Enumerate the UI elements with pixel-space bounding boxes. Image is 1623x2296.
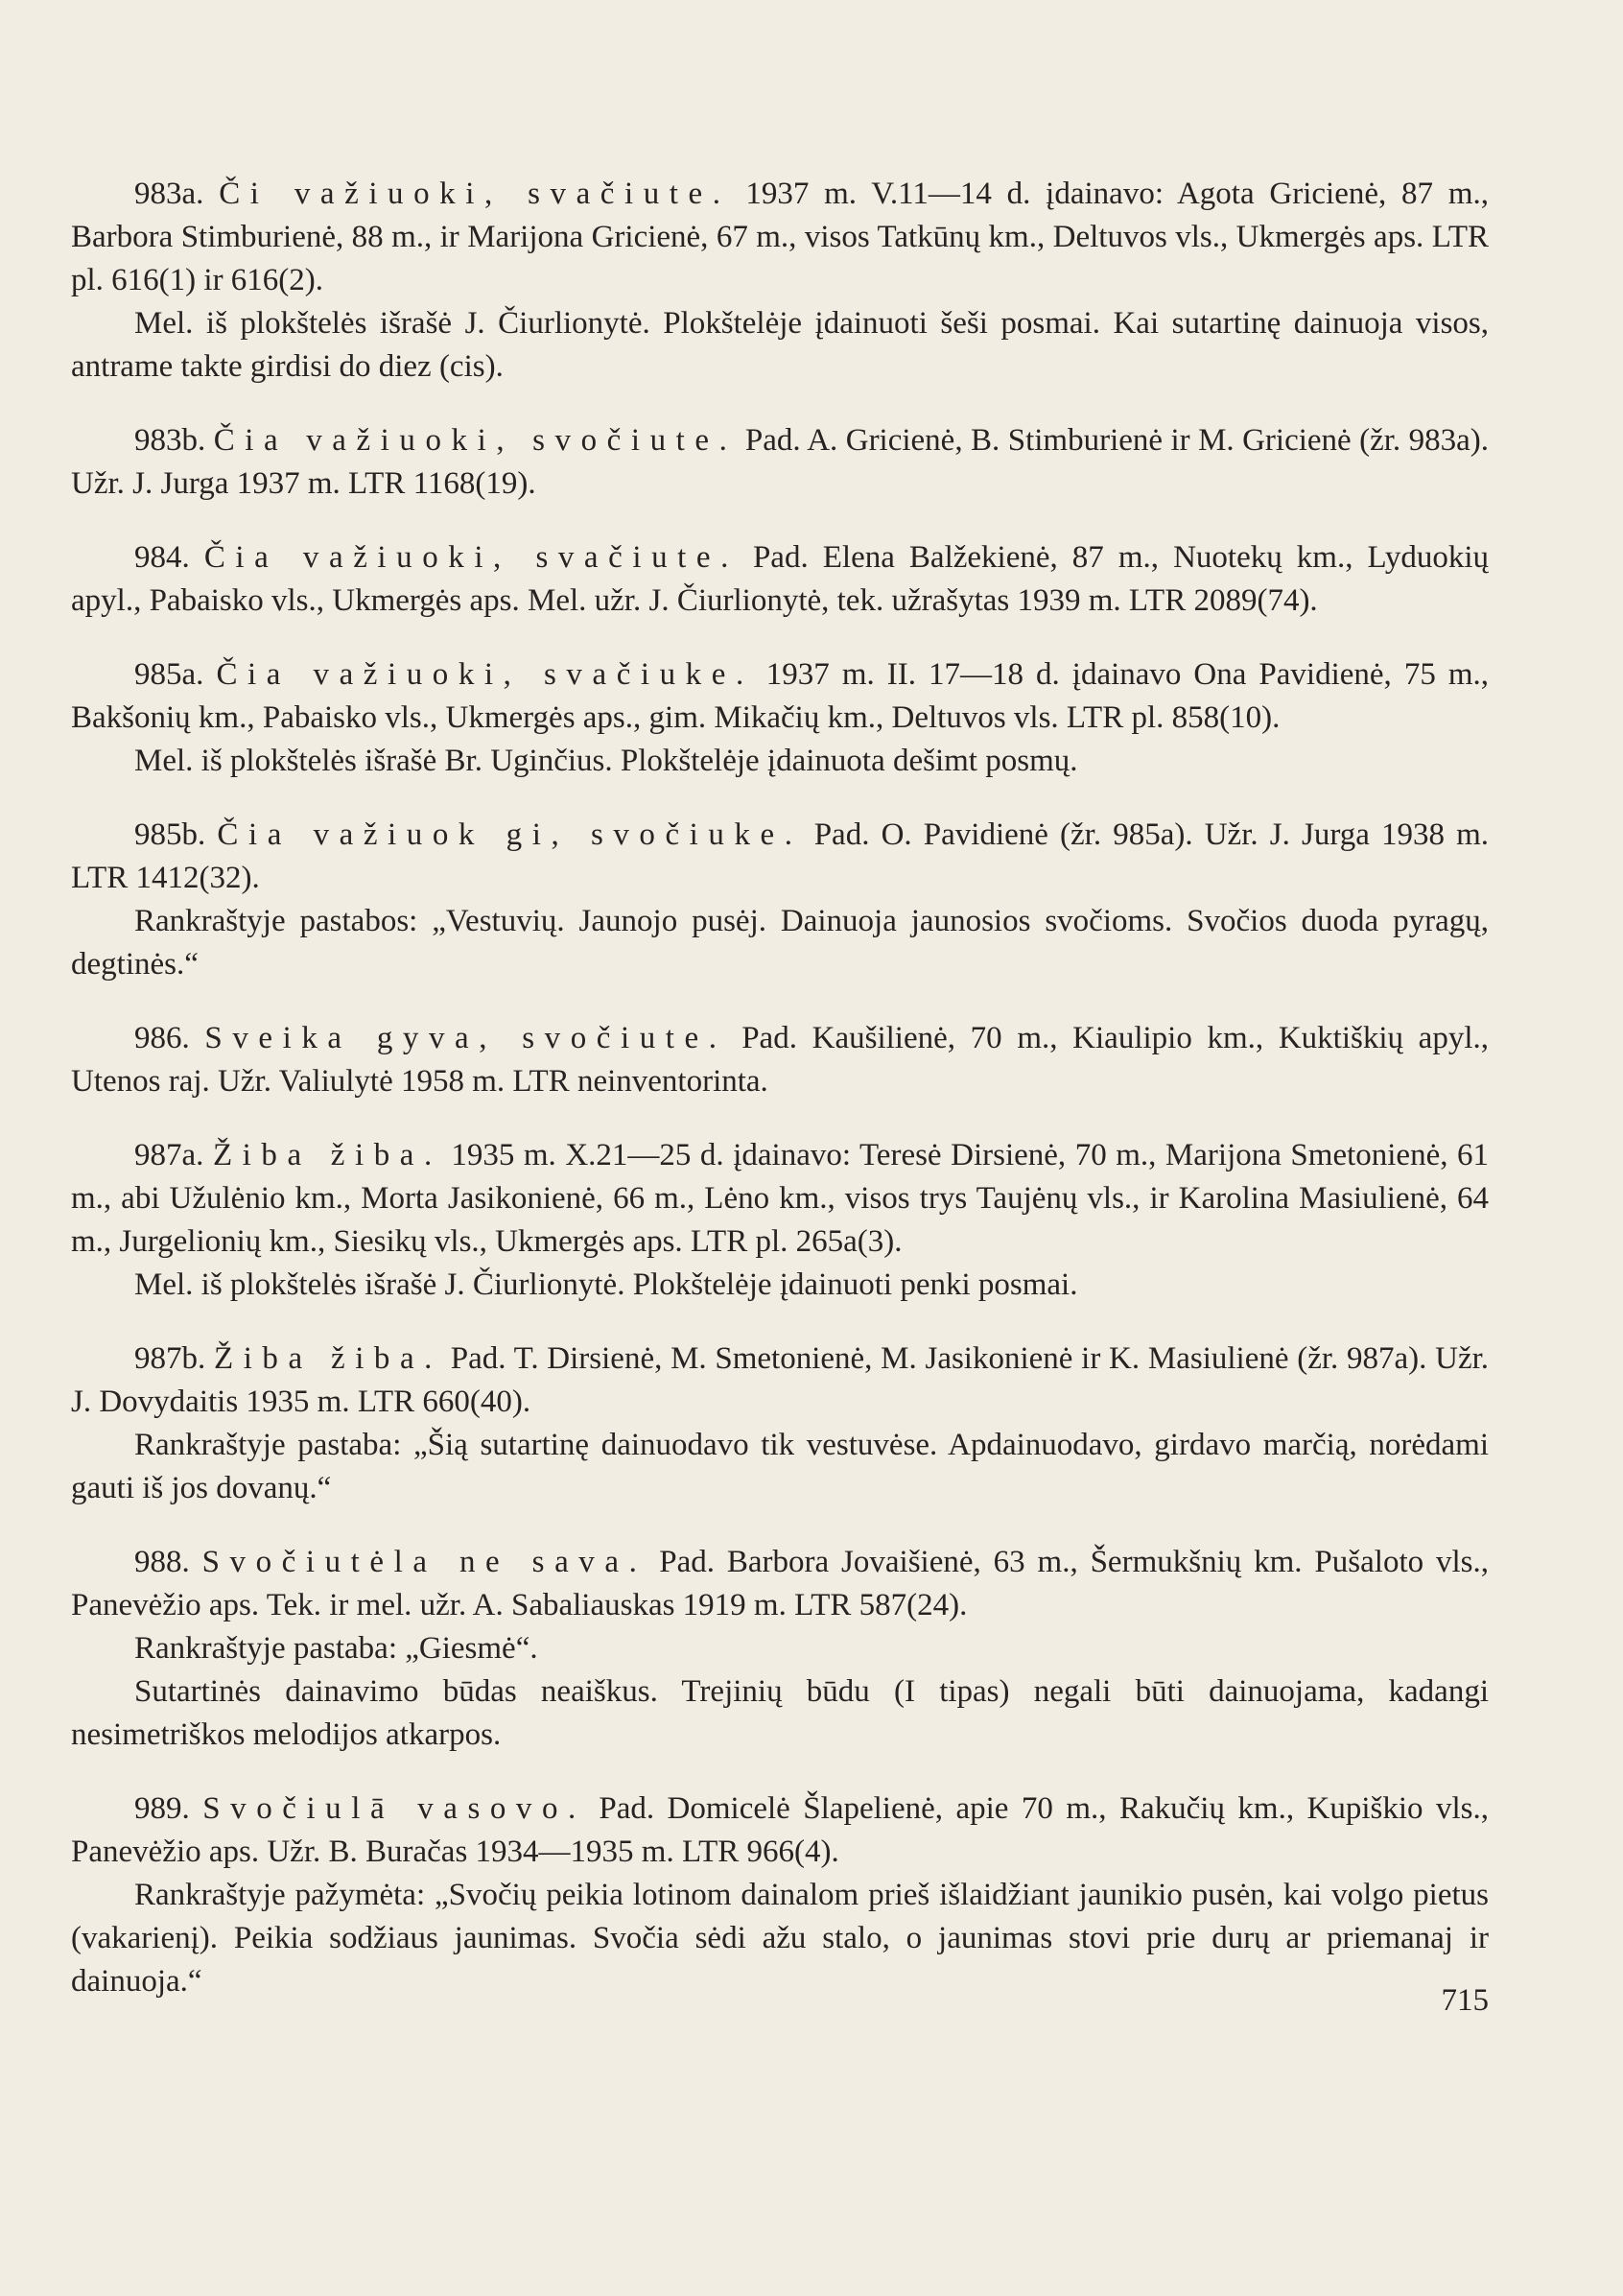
entry-987a <box>71 1134 1489 1307</box>
entry-title: Žiba žiba. <box>212 1138 442 1172</box>
entry-first-paragraph <box>71 173 1489 302</box>
entry-note: Rankraštyje pažymėta: „Svočių peikia lotinom dainalom prieš išlaidžiant jaunikio pusėn, kai volgo pietus (vakarienį). Peikia sodžiaus jaunimas. Svočia sėdi ažu stalo, o jaunimas stovi prie durų ar priemanaj ir dainuoja.“ <box>71 1878 1489 1999</box>
entry-note: Sutartinės dainavimo būdas neaiškus. Trejinių būdu (I tipas) negali būti dainuojama, kadangi nesimetriškos melodijos atkarpos. <box>71 1674 1489 1752</box>
entry-first-paragraph <box>71 814 1489 900</box>
entry-note: Mel. iš plokštelės išrašė Br. Uginčius. Plokštelėje įdainuota dešimt posmų. <box>134 744 1078 778</box>
page-number: 715 <box>1441 1983 1489 2018</box>
entry-title: Či važiuoki, svačiute. <box>219 177 731 211</box>
entry-text: 1937 m. II. 17—18 d. įdainavo Ona Pavidienė, 75 m., Bakšonių km., Pabaisko vls., Ukmergės aps., gim. Mikačių km., Deltuvos vls. LTR pl. 858(10). <box>71 657 1490 735</box>
entry-title: Čia važiuoki, svačiute. <box>203 540 739 575</box>
entry-text: Pad. A. Gricienė, B. Stimburienė ir M. Gricienė (žr. 983a). Užr. J. Jurga 1937 m. LTR 1168(19). <box>71 423 1490 501</box>
entry-title: Svočiutėla ne sava. <box>201 1545 647 1579</box>
entry-first-paragraph <box>71 653 1489 740</box>
entry-title: Žiba žiba. <box>213 1341 442 1376</box>
entry-text: Pad. T. Dirsienė, M. Smetonienė, M. Jasikonienė ir K. Masiulienė (žr. 987a). Užr. J. Dovydaitis 1935 m. LTR 660(40). <box>71 1341 1490 1419</box>
entry-987b <box>71 1337 1489 1510</box>
entry-number: 989. <box>134 1791 190 1826</box>
entry-note: Mel. iš plokštelės išrašė J. Čiurlionytė. Plokštelėje įdainuoti šeši posmai. Kai sutartinę dainuoja visos, antrame takte girdisi do diez (cis). <box>71 306 1489 384</box>
entry-985a <box>71 653 1489 783</box>
entry-note: Rankraštyje pastaba: „Šią sutartinę dainuodavo tik vestuvėse. Apdainuodavo, girdavo marčią, norėdami gauti iš jos dovanų.“ <box>71 1428 1489 1505</box>
entry-985b <box>71 814 1489 986</box>
document-body <box>71 173 1489 2034</box>
entry-983a <box>71 173 1489 389</box>
entry-title: Sveika gyva, svočiute. <box>204 1021 727 1055</box>
entry-988 <box>71 1541 1489 1757</box>
entry-number: 983a. <box>134 177 204 211</box>
entry-text: Pad. Domicelė Šlapelienė, apie 70 m., Rakučių km., Kupiškio vls., Panevėžio aps. Užr. B. Buračas 1934—1935 m. LTR 966(4). <box>71 1791 1490 1869</box>
entry-number: 987b. <box>134 1341 206 1376</box>
entry-text: Pad. O. Pavidienė (žr. 985a). Užr. J. Jurga 1938 m. LTR 1412(32). <box>71 817 1490 895</box>
entry-title: Čia važiuoki, svočiute. <box>213 423 738 458</box>
entry-number: 984. <box>134 540 190 575</box>
entry-989 <box>71 1787 1489 2003</box>
entry-first-paragraph <box>71 1134 1489 1264</box>
entry-note: Rankraštyje pastaba: „Giesmė“. <box>134 1631 538 1666</box>
entry-text: 1935 m. X.21—25 d. įdainavo: Teresė Dirsienė, 70 m., Marijona Smetonienė, 61 m., abi Užulėnio km., Morta Jasikonienė, 66 m., Lėno km., visos trys Taujėnų vls., ir Karolina Masiulienė, 64 m., Jurgelionių km., Siesikų vls., Ukmergės aps. LTR pl. 265a(3). <box>71 1138 1490 1259</box>
entry-first-paragraph <box>71 1787 1489 1874</box>
entry-first-paragraph <box>71 1541 1489 1627</box>
entry-number: 988. <box>134 1545 190 1579</box>
entry-title: Svočiulā vasovo. <box>202 1791 586 1826</box>
entry-title: Čia važiuok gi, svočiuke. <box>217 817 803 852</box>
entry-first-paragraph <box>71 1337 1489 1424</box>
entry-first-paragraph <box>71 419 1489 506</box>
entry-number: 987a. <box>134 1138 204 1172</box>
entry-text: Pad. Elena Balžekienė, 87 m., Nuotekų km., Lyduokių apyl., Pabaisko vls., Ukmergės aps. Mel. užr. J. Čiurlionytė, tek. užrašytas 1939 m. LTR 2089(74). <box>71 540 1489 618</box>
entry-first-paragraph <box>71 1017 1489 1103</box>
entry-number: 983b. <box>134 423 206 458</box>
entry-number: 985b. <box>134 817 206 852</box>
entry-text: Pad. Barbora Jovaišienė, 63 m., Šermukšnių km. Pušaloto vls., Panevėžio aps. Tek. ir mel. užr. A. Sabaliauskas 1919 m. LTR 587(24). <box>71 1545 1489 1622</box>
entry-text: Pad. Kaušilienė, 70 m., Kiaulipio km., Kuktiškių apyl., Utenos raj. Užr. Valiulytė 1958 m. LTR neinventorinta. <box>71 1021 1490 1099</box>
entry-title: Čia važiuoki, svačiuke. <box>216 657 754 692</box>
entry-number: 986. <box>134 1021 190 1055</box>
entry-984 <box>71 536 1489 623</box>
entry-number: 985a. <box>134 657 204 692</box>
entry-986 <box>71 1017 1489 1103</box>
entry-text: 1937 m. V.11—14 d. įdainavo: Agota Gricienė, 87 m., Barbora Stimburienė, 88 m., ir Marijona Gricienė, 67 m., visos Tatkūnų km., Deltuvos vls., Ukmergės aps. LTR pl. 616(1) ir 616(2). <box>71 177 1489 297</box>
entry-note: Mel. iš plokštelės išrašė J. Čiurlionytė. Plokštelėje įdainuoti penki posmai. <box>134 1267 1078 1302</box>
entry-983b <box>71 419 1489 506</box>
entry-note: Rankraštyje pastabos: „Vestuvių. Jaunojo pusėj. Dainuoja jaunosios svočioms. Svočios duoda pyragų, degtinės.“ <box>71 904 1489 982</box>
entry-first-paragraph <box>71 536 1489 623</box>
